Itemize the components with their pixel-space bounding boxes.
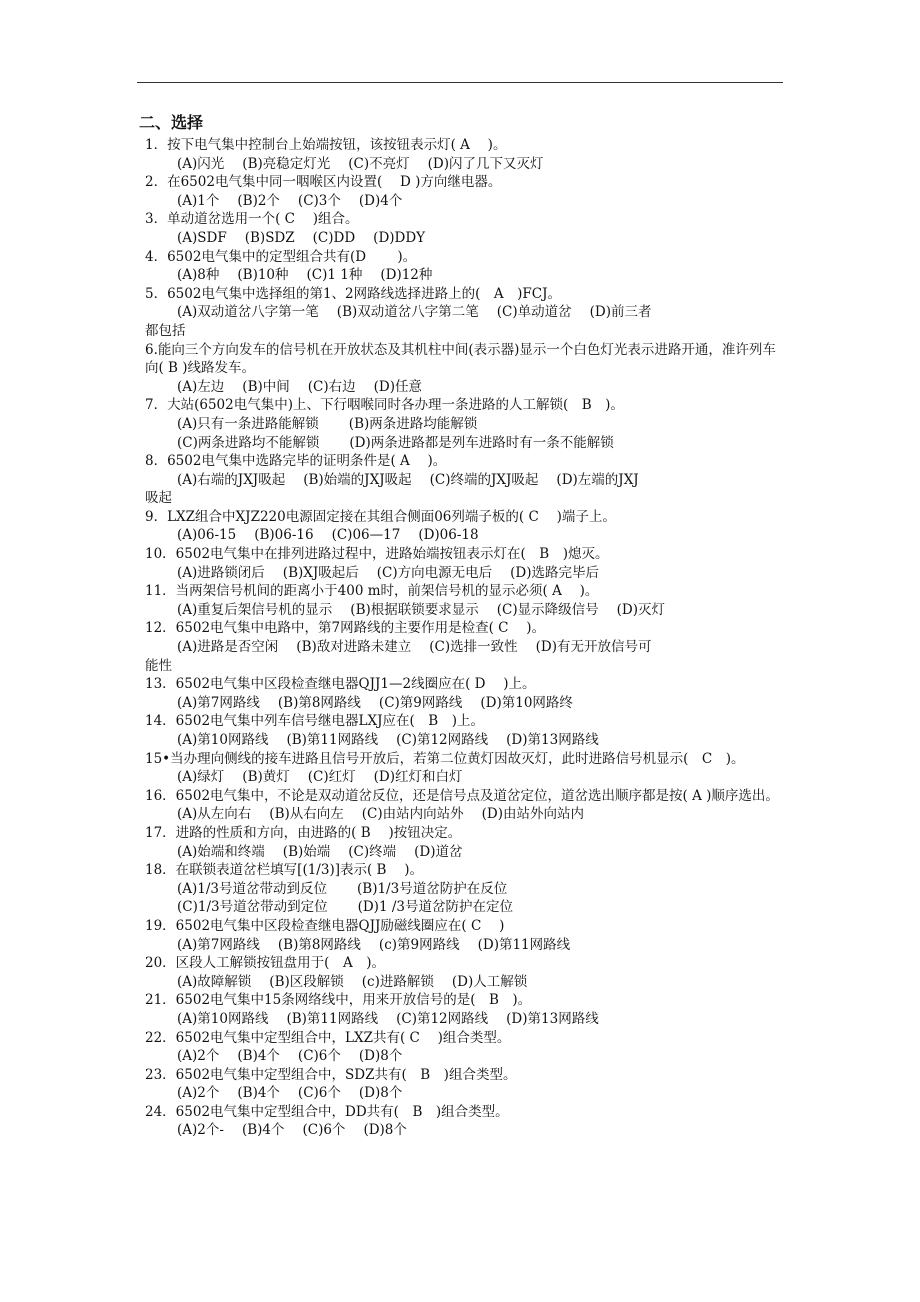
answer-option: (C)3个 xyxy=(297,192,341,209)
answer-option: (B)根据联锁要求显示 xyxy=(350,601,479,618)
question-item xyxy=(137,396,787,452)
answer-option: (D)第10网路终 xyxy=(480,694,573,711)
answer-option: (A)故障解锁 xyxy=(177,973,252,990)
question-text: 1．按下电气集中控制台上始端按钮，该按钮表示灯( A )。 xyxy=(145,137,507,153)
question-text: 22．6502电气集中定型组合中，LXZ共有( C )组合类型。 xyxy=(145,1029,511,1046)
answer-option: (C)由站内向站外 xyxy=(361,806,464,823)
option-continuation: 都包括 xyxy=(145,322,186,339)
option-row xyxy=(137,601,787,620)
option-row xyxy=(137,973,787,992)
answer-option: (C)显示降级信号 xyxy=(496,601,599,618)
question-item xyxy=(137,619,787,675)
option-row xyxy=(137,303,787,322)
answer-option: (B)敌对进路未建立 xyxy=(296,639,412,656)
option-row xyxy=(137,526,787,545)
option-continuation: 能性 xyxy=(145,657,172,674)
answer-option: (D)DDY xyxy=(373,229,426,246)
answer-option: (D)8个 xyxy=(363,1122,407,1139)
answer-option: (B)第8网路线 xyxy=(277,936,361,953)
answer-option: (C)红灯 xyxy=(307,769,356,786)
option-continuation: 吸起 xyxy=(145,490,172,507)
answer-option: (B)双动道岔八字第二笔 xyxy=(336,304,479,321)
answer-option: (c)第9网路线 xyxy=(378,936,460,953)
answer-option: (D)有无开放信号可 xyxy=(535,639,652,656)
answer-option: (C)终端 xyxy=(348,843,397,860)
answer-option: (B)XJ吸起后 xyxy=(282,564,359,581)
answer-option: (D)8个 xyxy=(358,1048,403,1065)
question-text: 20．区段人工解锁按钮盘用于( A )。 xyxy=(145,955,385,972)
answer-option: (A)从左向右 xyxy=(177,806,252,823)
option-row xyxy=(137,1047,787,1066)
option-row xyxy=(137,266,787,285)
option-row xyxy=(137,192,787,211)
question-item xyxy=(137,210,787,247)
answer-option: (C)DD xyxy=(312,229,356,246)
question-text: 11．当两架信号机间的距离小于400 m时，前架信号机的显示必须( A )。 xyxy=(145,583,599,600)
option-row xyxy=(137,898,787,917)
answer-option: (A)绿灯 xyxy=(177,769,225,786)
option-row xyxy=(137,1121,787,1140)
answer-option: (C)第12网路线 xyxy=(396,1010,489,1027)
answer-option: (A)SDF xyxy=(177,229,227,246)
question-item xyxy=(137,508,787,545)
answer-option: (B)4个 xyxy=(241,1122,285,1139)
answer-option: (C)6个 xyxy=(302,1122,346,1139)
option-row xyxy=(137,471,787,490)
answer-option: (B)SDZ xyxy=(244,229,295,246)
answer-option: (A)06-15 xyxy=(177,527,237,544)
question-text: 5．6502电气集中选择组的第1、2网路线选择进路上的( A )FCJ。 xyxy=(145,285,562,302)
question-item xyxy=(137,285,787,341)
question-item xyxy=(137,545,787,582)
option-row xyxy=(137,638,787,657)
answer-option: (D)第13网路线 xyxy=(506,732,599,748)
answer-option: (A)左边 xyxy=(177,378,225,395)
answer-option: (D)两条进路都是列车进路时有一条不能解锁 xyxy=(349,434,614,451)
answer-option: (D)4个 xyxy=(358,192,403,209)
answer-option: (C)6个 xyxy=(297,1048,341,1065)
answer-option: (C)第12网路线 xyxy=(396,732,489,748)
header-rule xyxy=(137,82,783,83)
answer-option: (B)10种 xyxy=(237,267,289,284)
option-row xyxy=(137,229,787,248)
answer-option: (A)2个 xyxy=(177,1085,220,1102)
option-row xyxy=(137,415,787,434)
option-row xyxy=(137,1084,787,1103)
answer-option: (B)第8网路线 xyxy=(277,694,361,711)
answer-option: (D)第13网路线 xyxy=(506,1010,599,1027)
question-item xyxy=(137,248,787,285)
question-text: 8．6502电气集中选路完毕的证明条件是( A )。 xyxy=(145,453,447,470)
answer-option: (D)闪了几下又灭灯 xyxy=(427,155,544,172)
answer-option: (A)8种 xyxy=(177,267,220,284)
answer-option: (A)进路锁闭后 xyxy=(177,564,265,581)
question-item xyxy=(137,991,787,1028)
question-text: 19．6502电气集中区段检查继电器QJJ励磁线圈应在( C ) xyxy=(145,917,505,934)
question-text: 4．6502电气集中的定型组合共有(D )。 xyxy=(145,248,417,265)
question-item xyxy=(137,341,787,397)
answer-option: (D)由站外向站内 xyxy=(481,806,584,823)
option-row xyxy=(137,155,787,174)
answer-option: (D)12种 xyxy=(380,267,433,284)
answer-option: (D)06-18 xyxy=(418,527,479,544)
answer-option: (C)方向电源无电后 xyxy=(376,564,493,581)
answer-option: (A)右端的JXJ吸起 xyxy=(177,471,286,488)
answer-option: (C)6个 xyxy=(297,1085,341,1102)
answer-option: (A)第10网路线 xyxy=(177,1010,269,1027)
answer-option: (C)单动道岔 xyxy=(496,304,572,321)
answer-option: (B)中间 xyxy=(242,378,290,395)
question-item xyxy=(137,675,787,712)
answer-option: (C)两条进路均不能解锁 xyxy=(177,434,320,451)
question-item xyxy=(137,712,787,749)
answer-option: (C)1/3号道岔带动到定位 xyxy=(177,899,328,916)
answer-option: (C)不亮灯 xyxy=(348,155,410,172)
option-row xyxy=(137,434,787,453)
question-item xyxy=(137,1103,787,1140)
option-row xyxy=(137,731,787,750)
answer-option: (C)1 1种 xyxy=(306,267,363,284)
question-item xyxy=(137,917,787,954)
answer-option: (D)选路完毕后 xyxy=(510,564,600,581)
option-row xyxy=(137,378,787,397)
answer-option: (C)终端的JXJ吸起 xyxy=(429,471,539,488)
question-text: 9．LXZ组合中XJZ220电源固定接在其组合侧面06列端子板的( C )端子上。 xyxy=(145,508,616,525)
answer-option: (A)第7网路线 xyxy=(177,936,260,953)
answer-option: (D)灭灯 xyxy=(616,601,665,618)
answer-option: (B)亮稳定灯光 xyxy=(242,155,331,172)
answer-option: (B)1/3号道岔防护在反位 xyxy=(357,880,508,897)
question-item xyxy=(137,136,787,173)
answer-option: (D)前三者 xyxy=(589,304,652,321)
question-text: 14．6502电气集中列车信号继电器LXJ应在( B )上。 xyxy=(145,713,484,730)
question-text: 13．6502电气集中区段检查继电器QJJ1—2线圈应在( D )上。 xyxy=(145,676,536,693)
answer-option: (A)双动道岔八字第一笔 xyxy=(177,304,319,321)
answer-option: (B)始端的JXJ吸起 xyxy=(303,471,412,488)
answer-option: (A)第10网路线 xyxy=(177,732,269,748)
question-text: 21．6502电气集中15条网络线中，用来开放信号的是( B )。 xyxy=(145,992,532,1009)
answer-option: (D)左端的JXJ xyxy=(556,471,639,488)
question-text: 12．6502电气集中电路中，第7网路线的主要作用是检查( C )。 xyxy=(145,620,546,637)
question-text: 6.能向三个方向发车的信号机在开放状态及其机柱中间(表示器)显示一个白色灯光表示进路开通，准许列车向( B )线路发车。 xyxy=(145,341,776,377)
option-row xyxy=(137,768,787,787)
answer-option: (A)只有一条进路能解锁 xyxy=(177,415,319,432)
section-title: 二、选择 xyxy=(139,113,204,132)
answer-option: (A)1个 xyxy=(177,192,220,209)
option-row xyxy=(137,564,787,583)
question-item xyxy=(137,173,787,210)
question-list xyxy=(137,136,787,1140)
answer-option: (A)1/3号道岔带动到反位 xyxy=(177,880,328,897)
question-text: 24．6502电气集中定型组合中，DD共有( B )组合类型。 xyxy=(145,1103,509,1120)
question-item xyxy=(137,954,787,991)
answer-option: (A)进路是否空闲 xyxy=(177,639,279,656)
answer-option: (A)重复后架信号机的显示 xyxy=(177,601,333,618)
document-body xyxy=(137,112,787,1140)
question-text: 10．6502电气集中在排列进路过程中，进路始端按钮表示灯在( B )熄灭。 xyxy=(145,546,609,563)
question-item xyxy=(137,824,787,861)
answer-option: (B)从右向左 xyxy=(269,806,344,823)
question-item xyxy=(137,861,787,917)
option-row xyxy=(137,843,787,862)
answer-option: (A)第7网路线 xyxy=(177,694,260,711)
question-text: 17．进路的性质和方向，由进路的( B )按钮决定。 xyxy=(145,824,462,841)
option-row xyxy=(137,805,787,824)
answer-option: (B)两条进路均能解锁 xyxy=(348,415,478,432)
question-text: 15•当办理向侧线的接车进路且信号开放后，若第二位黄灯因故灭灯，此时进路信号机显示( C )。 xyxy=(145,750,745,767)
option-row xyxy=(137,936,787,955)
answer-option: (D)8个 xyxy=(358,1085,403,1102)
question-item xyxy=(137,582,787,619)
question-item xyxy=(137,1066,787,1103)
question-text: 23．6502电气集中定型组合中，SDZ共有( B )组合类型。 xyxy=(145,1066,517,1083)
answer-option: (B)始端 xyxy=(282,843,331,860)
answer-option: (D)道岔 xyxy=(414,843,463,860)
answer-option: (C)右边 xyxy=(307,378,356,395)
option-row xyxy=(137,694,787,713)
answer-option: (C)选排一致性 xyxy=(429,639,518,656)
question-item xyxy=(137,452,787,508)
answer-option: (B)第11网路线 xyxy=(286,732,379,748)
question-text: 2．在6502电气集中同一咽喉区内设置( D )方向继电器。 xyxy=(145,174,502,191)
answer-option: (C)第9网路线 xyxy=(378,694,463,711)
question-text: 7．大站(6502电气集中)上、下行咽喉同时各办理一条进路的人工解锁( B )。 xyxy=(145,397,624,414)
question-item xyxy=(137,1029,787,1066)
answer-option: (A)2个- xyxy=(177,1122,224,1139)
answer-option: (D)第11网路线 xyxy=(477,936,571,953)
answer-option: (D)红灯和白灯 xyxy=(373,769,463,786)
question-text: 16．6502电气集中，不论是双动道岔反位，还是信号点及道岔定位，道岔选出顺序都是按( A )顺序选出。 xyxy=(145,787,779,804)
answer-option: (D)人工解锁 xyxy=(451,973,528,990)
answer-option: (A)2个 xyxy=(177,1048,220,1065)
answer-option: (c)进路解锁 xyxy=(361,973,434,990)
answer-option: (B)4个 xyxy=(237,1048,280,1065)
answer-option: (B)黄灯 xyxy=(242,769,290,786)
answer-option: (B)区段解锁 xyxy=(269,973,344,990)
answer-option: (A)闪光 xyxy=(177,155,225,172)
question-item xyxy=(137,787,787,824)
answer-option: (B)06-16 xyxy=(254,527,314,544)
answer-option: (B)第11网路线 xyxy=(286,1010,379,1027)
answer-option: (D)1 /3号道岔防护在定位 xyxy=(357,899,513,916)
answer-option: (D)任意 xyxy=(373,378,422,395)
answer-option: (C)06—17 xyxy=(331,527,401,544)
option-row xyxy=(137,1010,787,1029)
answer-option: (B)2个 xyxy=(237,192,280,209)
question-text: 3．单动道岔选用一个( C )组合。 xyxy=(145,211,359,228)
answer-option: (A)始端和终端 xyxy=(177,843,265,860)
answer-option: (B)4个 xyxy=(237,1085,280,1102)
question-text: 18．在联锁表道岔栏填写[(1/3)]表示( B )。 xyxy=(145,862,424,879)
question-item xyxy=(137,750,787,787)
option-row xyxy=(137,880,787,899)
